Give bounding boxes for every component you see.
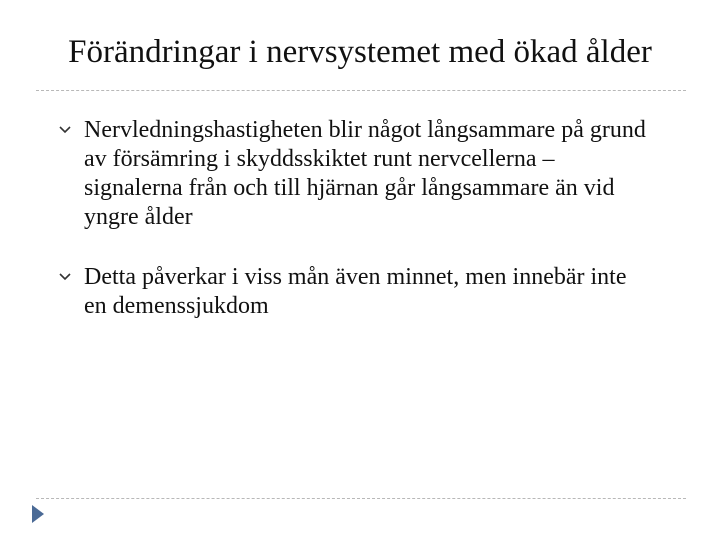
- slide-title: Förändringar i nervsystemet med ökad ålder: [68, 34, 652, 70]
- bottom-divider: [36, 498, 686, 499]
- bullet-text: Nervledningshastigheten blir något långsammare på grund av försämring i skyddsskiktet runt nervcellerna – signalerna från och till hjärnan går långsammare än vid yngre ålder: [84, 117, 646, 230]
- triangle-play-icon[interactable]: [30, 503, 46, 525]
- top-divider: [36, 90, 686, 91]
- bullet-text: Detta påverkar i viss mån även minnet, men innebär inte en demenssjukdom: [84, 264, 627, 319]
- bullet-item: [48, 116, 648, 232]
- bullet-list: [48, 116, 648, 352]
- chevron-bullet-icon: [58, 269, 72, 285]
- bullet-item: [48, 263, 648, 321]
- chevron-bullet-icon: [58, 122, 72, 138]
